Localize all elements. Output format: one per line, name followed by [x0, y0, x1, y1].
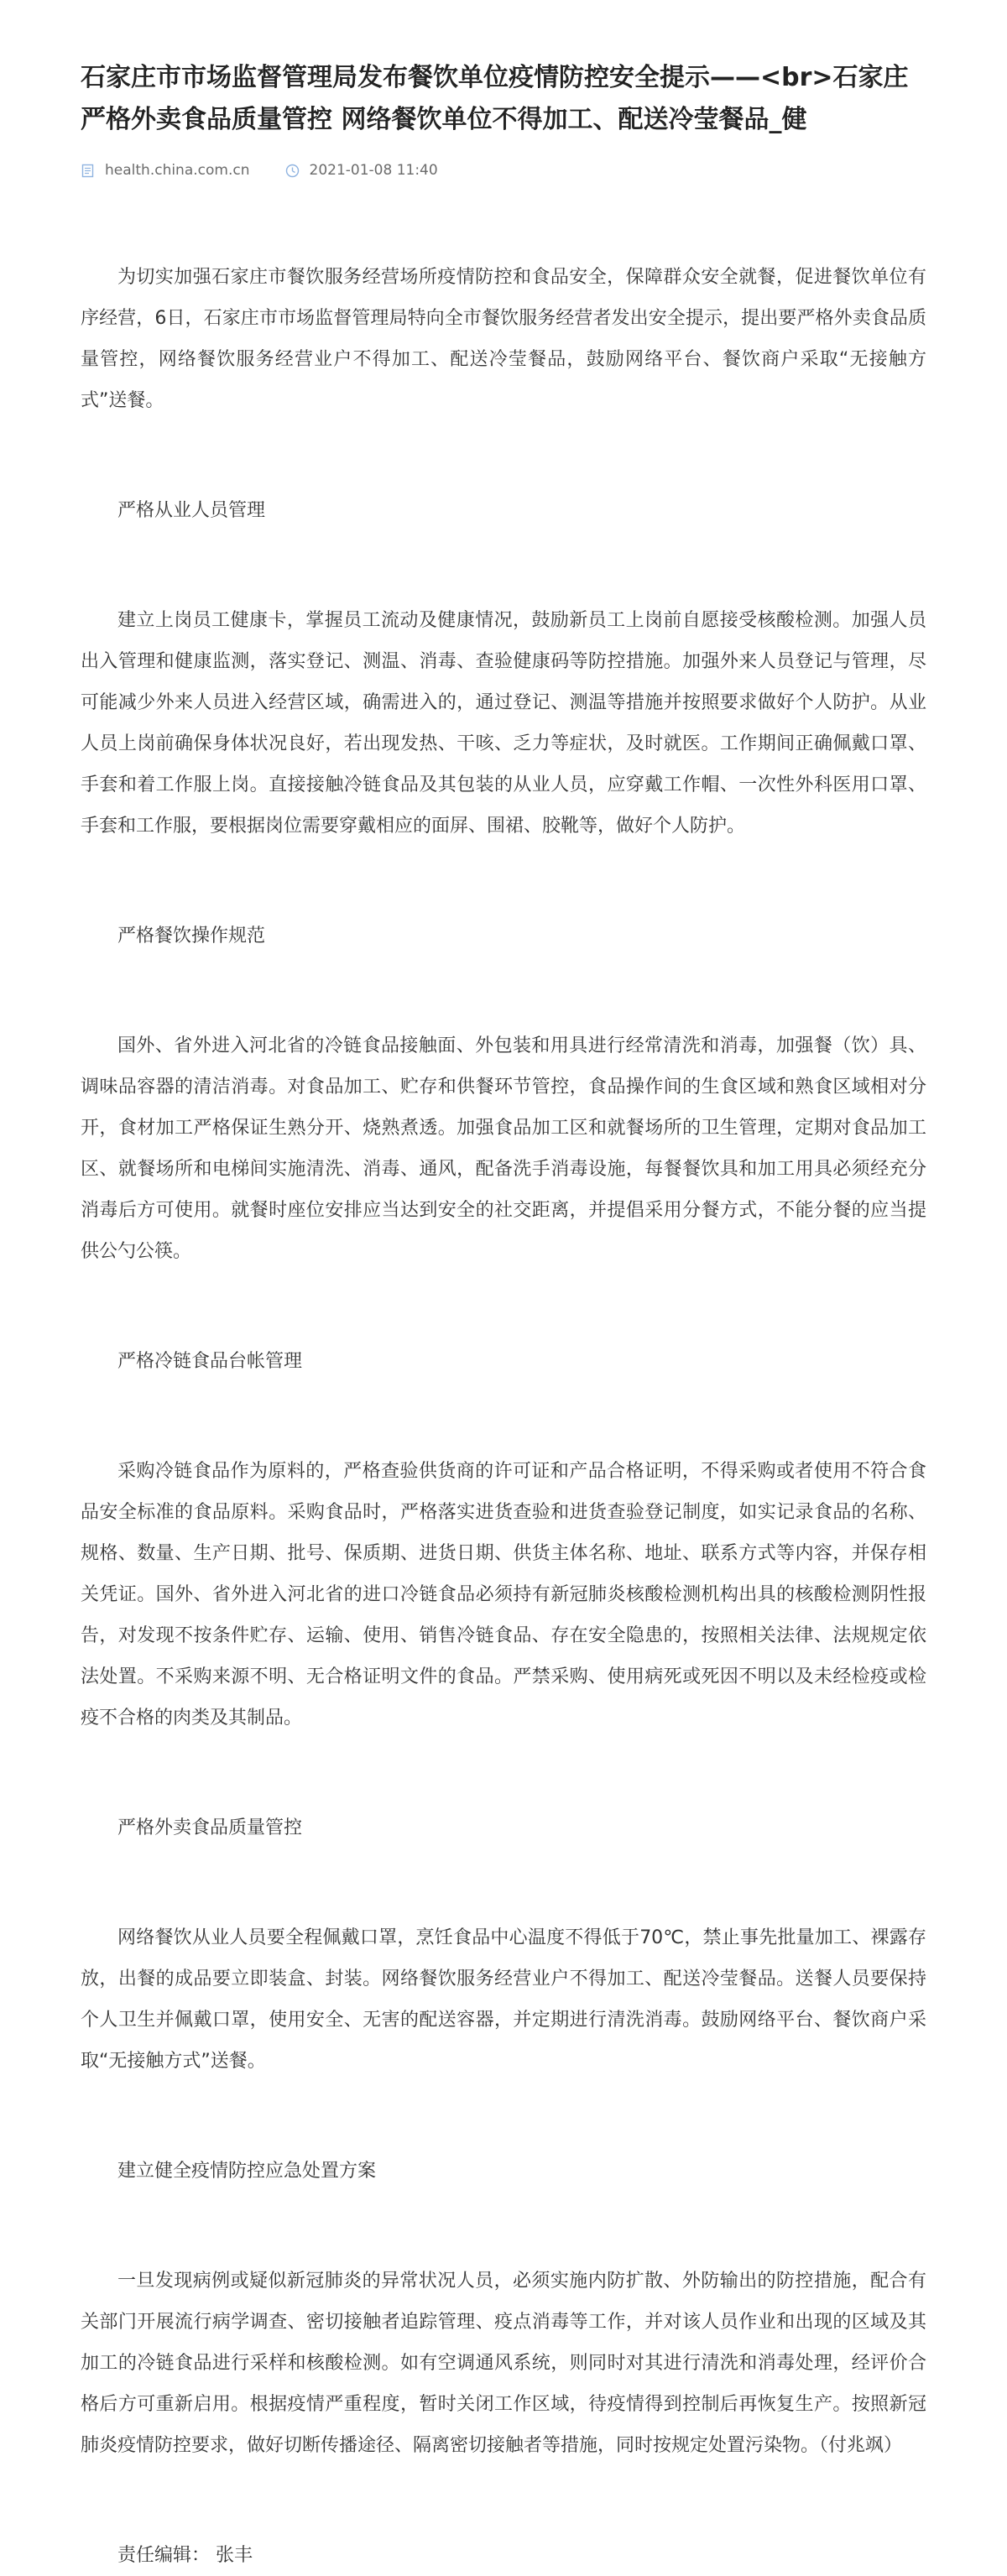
section-paragraph: 国外、省外进入河北省的冷链食品接触面、外包装和用具进行经常清洗和消毒，加强餐（饮）具、调味品容器的清洁消毒。对食品加工、贮存和供餐环节管控，食品操作间的生食区域和熟食区域相对分开，食材加工严格保证生熟分开、烧熟煮透。加强食品加工区和就餐场所的卫生管理，定期对食品加工区、就餐场所和电梯间实施清洗、消毒、通风，配备洗手消毒设施，每餐餐饮具和加工用具必须经充分消毒后方可使用。就餐时座位安排应当达到安全的社交距离，并提倡采用分餐方式，不能分餐的应当提供公勺公筷。 — [81, 1035, 926, 1262]
article-source[interactable]: health.china.com.cn — [105, 162, 250, 179]
clock-icon — [285, 164, 300, 178]
spacer — [81, 1272, 926, 1341]
source-meta — [81, 162, 250, 179]
spacer — [81, 957, 926, 1025]
responsible-editor: 责任编辑： 张丰 — [117, 2545, 253, 2566]
article-date: 2021-01-08 11:40 — [309, 162, 438, 179]
spacer — [81, 847, 926, 915]
spacer — [81, 1739, 926, 1807]
spacer — [81, 2466, 926, 2535]
document-icon — [81, 164, 95, 178]
spacer — [81, 1382, 926, 1451]
section-paragraph: 采购冷链食品作为原料的，严格查验供货商的许可证和产品合格证明，不得采购或者使用不符合食品安全标准的食品原料。采购食品时，严格落实进货查验和进货查验登记制度，如实记录食品的名称、规格、数量、生产日期、批号、保质期、进货日期、供货主体名称、地址、联系方式等内容，并保存相关凭证。国外、省外进入河北省的进口冷链食品必须持有新冠肺炎核酸检测机构出具的核酸检测阴性报告，对发现不按条件贮存、运输、使用、销售冷链食品、存在安全隐患的，按照相关法律、法规规定依法处置。不采购来源不明、无合格证明文件的食品。严禁采购、使用病死或死因不明以及未经检疫或检疫不合格的肉类及其制品。 — [81, 1461, 926, 1729]
section-paragraph: 建立上岗员工健康卡，掌握员工流动及健康情况，鼓励新员工上岗前自愿接受核酸检测。加强人员出入管理和健康监测，落实登记、测温、消毒、查验健康码等防控措施。加强外来人员登记与管理，尽可能减少外来人员进入经营区域，确需进入的，通过登记、测温等措施并按照要求做好个人防护。从业人员上岗前确保身体状况良好，若出现发热、干咳、乏力等症状，及时就医。工作期间正确佩戴口罩、手套和着工作服上岗。直接接触冷链食品及其包装的从业人员，应穿戴工作帽、一次性外科医用口罩、手套和工作服，要根据岗位需要穿戴相应的面屏、围裙、胶靴等，做好个人防护。 — [81, 610, 926, 837]
article-title: 石家庄市市场监督管理局发布餐饮单位疫情防控安全提示——<br>石家庄严格外卖食品质量管控 网络餐饮单位不得加工、配送冷莹餐品_健 — [81, 63, 909, 134]
section-paragraph: 一旦发现病例或疑似新冠肺炎的异常状况人员，必须实施内防扩散、外防输出的防控措施，配合有关部门开展流行病学调查、密切接触者追踪管理、疫点消毒等工作，并对该人员作业和出现的区域及其加工的冷链食品进行采样和核酸检测。如有空调通风系统，则同时对其进行清洗和消毒处理，经评价合格后方可重新启用。根据疫情严重程度，暂时关闭工作区域，待疫情得到控制后再恢复生产。按照新冠肺炎疫情防控要求，做好切断传播途径、隔离密切接触者等措施，同时按规定处置污染物。（付兆飒） — [81, 2271, 926, 2456]
spacer — [81, 531, 926, 600]
section-heading: 严格外卖食品质量管控 — [117, 1817, 303, 1838]
spacer — [81, 2192, 926, 2261]
date-meta — [285, 162, 438, 179]
article-meta — [81, 159, 926, 181]
section-paragraph: 网络餐饮从业人员要全程佩戴口罩，烹饪食品中心温度不得低于70℃，禁止事先批量加工、裸露存放，出餐的成品要立即装盒、封装。网络餐饮服务经营业户不得加工、配送冷莹餐品。送餐人员要保持个人卫生并佩戴口罩，使用安全、无害的配送容器，并定期进行清洗消毒。鼓励网络平台、餐饮商户采取“无接触方式”送餐。 — [81, 1927, 926, 2072]
section-heading: 严格餐饮操作规范 — [117, 926, 266, 946]
section-heading: 建立健全疫情防控应急处置方案 — [117, 2161, 377, 2182]
section-heading: 严格冷链食品台帐管理 — [117, 1351, 303, 1372]
spacer — [81, 1849, 926, 1917]
intro-paragraph: 为切实加强石家庄市餐饮服务经营场所疫情防控和食品安全，保障群众安全就餐，促进餐饮单位有序经营，6日，石家庄市市场监督管理局特向全市餐饮服务经营者发出安全提示，提出要严格外卖食品质量管控，网络餐饮服务经营业户不得加工、配送冷莹餐品，鼓励网络平台、餐饮商户采取“无接触方式”送餐。 — [81, 267, 926, 411]
section-heading: 严格从业人员管理 — [117, 500, 266, 521]
spacer — [81, 421, 926, 490]
spacer — [81, 2082, 926, 2151]
article-body — [81, 257, 926, 2576]
